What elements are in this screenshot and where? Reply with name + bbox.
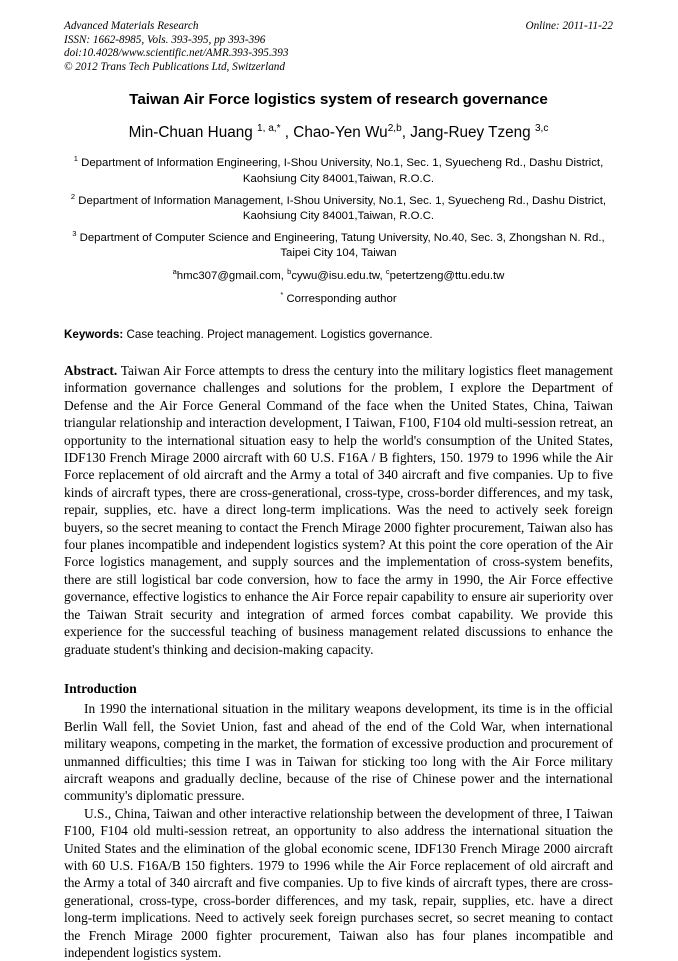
keywords-text: Case teaching. Project management. Logistics governance. [126, 328, 433, 341]
keywords-label: Keywords: [64, 328, 124, 341]
section-heading-introduction: Introduction [64, 680, 137, 696]
email-marker: c [385, 266, 390, 276]
abstract-paragraph [64, 362, 613, 658]
online-date: Online: 2011-11-22 [525, 20, 613, 32]
body-paragraph: U.S., China, Taiwan and other interactive relationship between the development of three, I Taiwan F100, F104 old multi-session retreat, an opportunity to also address the international situation the United States and the elimination of the global economic scene, IDF130 French Mirage 2000 aircraft with 60 U.S. F16A/B 150 fighters. 1979 to 1996 while the Air Force replacement of old aircraft and the Army a total of 340 aircraft and five companies. Up to five kinds of aircraft types, there are cross-generational, cross-type, cross-border differences, and my task, repair, supplies, etc. have a direct long-term implications. Need to actively seek foreign purchases secret, so secret meaning to contact the French Mirage 2000 fighter procurement, Taiwan also has four planes incompatible and independent logistics system. [64, 805, 613, 960]
email-address[interactable]: hmc307@gmail.com [176, 269, 281, 282]
affiliation-text: Department of Information Management, I-Shou University, No.1, Sec. 1, Syuecheng Rd., Dashu District, Kaohsiung City 84001,Taiwan, R.O.C. [78, 194, 607, 222]
affiliation-item [64, 231, 613, 261]
author-affiliation-marker: 3,c [534, 123, 549, 135]
email-separator: , [379, 269, 386, 282]
affiliation-item [64, 156, 613, 186]
corresponding-author-note [64, 292, 613, 307]
abstract-text: Taiwan Air Force attempts to dress the century into the military logistics fleet management information governance challenges and solutions for the problem, I explore the Department of Defense and the Air Force General Command of the face when the United States, China, Taiwan triangular relationship and interaction development, I Taiwan, F100, F104 old multi-session retreat, an opportunity to the international situation easy to help the world's consumption of the United States, IDF130 French Mirage 2000 aircraft with 60 U.S. F16A / B fighters, 150. 1979 to 1996 while the Air Force replacement of old aircraft and the Army a total of 340 aircraft and five companies. Up to five kinds of aircraft types, there are cross-generational, cross-type, cross-border differences, and my task, repair, supplies, etc. have a direct long-term implications. Was the need to actively seek foreign buyers, so the secret meaning to contact the French Mirage 2000 fighter procurement, Taiwan also has four planes incompatible and independent logistics system? At this point the core operation of the Air Force logistics management, and supply sources and the implementation of cross-system benefits, there are still logistical bar code conversion, how to face the army in 1990, the Air Force effective governance, effective logistics to enhance the Air Force repair capability to ensure air superiority over the Taiwan Strait security and integration of armed forces combat capability. We provide this experience for the successful teaching of business management related discussions to enhance the graduate student's thinking and decision-making capacity. [64, 363, 613, 657]
email-marker: a [172, 266, 177, 276]
affiliation-text: Department of Information Engineering, I-Shou University, No.1, Sec. 1, Syuecheng Rd., Dashu District, Kaohsiung City 84001,Taiwan, R.O.C. [81, 157, 604, 185]
affiliation-marker: 3 [72, 229, 77, 239]
email-marker: b [287, 266, 292, 276]
author-list [64, 123, 613, 143]
abstract-label: Abstract. [64, 363, 118, 378]
author-name: Jang-Ruey Tzeng [410, 124, 531, 142]
journal-doi: doi:10.4028/www.scientific.net/AMR.393-395.393 [64, 47, 289, 60]
corresponding-author-marker: * [280, 290, 284, 299]
author-separator: , [401, 124, 411, 142]
journal-issn: ISSN: 1662-8985, Vols. 393-395, pp 393-396 [64, 33, 266, 46]
page-title: Taiwan Air Force logistics system of research governance [129, 91, 548, 109]
email-separator: , [280, 269, 288, 282]
journal-header [64, 20, 613, 74]
keywords-line [64, 327, 613, 342]
body-paragraph: In 1990 the international situation in the military weapons development, its time is in the official Berlin Wall fell, the Soviet Union, fast and ahead of the end of the Cold War, when international military weapons, competing in the market, the formation of excessive production and procurement of unmanned difficulties; this time I was in Taiwan for sticking too long with the Air Force military aircraft weapons and gradually decline, because of the rise of Chinese power and the international community's diplomatic pressure. [64, 701, 613, 804]
affiliation-text: Department of Computer Science and Engineering, Tatung University, No.40, Sec. 3, Zhongshan N. Rd., Taipei City 104, Taiwan [79, 232, 605, 260]
author-entry [410, 124, 548, 141]
author-separator: , [280, 124, 294, 142]
journal-copyright: © 2012 Trans Tech Publications Ltd, Switzerland [64, 60, 285, 73]
author-affiliation-marker: 1, a,* [257, 123, 281, 135]
author-affiliation-marker: 2,b [387, 123, 402, 135]
author-entry [293, 124, 401, 141]
email-address[interactable]: cywu@isu.edu.tw [291, 269, 380, 282]
author-emails [64, 266, 613, 284]
affiliation-list [64, 156, 613, 261]
affiliation-marker: 2 [70, 191, 76, 201]
email-address[interactable]: petertzeng@ttu.edu.tw [389, 269, 505, 282]
author-entry [129, 124, 281, 141]
affiliation-item [64, 191, 613, 224]
affiliation-marker: 1 [73, 154, 78, 164]
corresponding-author-text: Corresponding author [286, 292, 397, 305]
journal-name: Advanced Materials Research [64, 20, 199, 32]
author-name: Min-Chuan Huang [128, 124, 253, 142]
author-name: Chao-Yen Wu [293, 124, 388, 142]
